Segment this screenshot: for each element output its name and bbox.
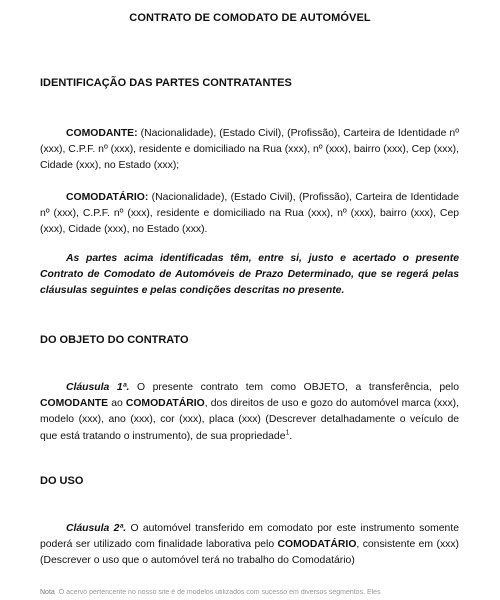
comodante-label: COMODANTE: <box>66 128 138 139</box>
comodante-text: (Nacionalidade), (Estado Civil), (Profissão), Carteira de Identidade nº (xxx), C.P.F. nº (xxx), residente e domiciliado na Rua (xxx), nº (xxx), bairro (xxx), Cep (xxx), Cidade (xxx), no Estado (xxx); <box>40 128 459 172</box>
clause-2-body <box>40 521 459 570</box>
section-heading-object: DO OBJETO DO CONTRATO <box>40 334 189 346</box>
comodatario-line <box>40 190 459 239</box>
clause-2-text-a: O automóvel transferido em comodato por este instrumento somente poderá ser utilizado com finalidade laborativa pelo <box>40 523 459 551</box>
comodatario-paragraph <box>40 190 459 239</box>
page-footnote <box>40 589 500 596</box>
section-heading-identification: IDENTIFICAÇÃO DAS PARTES CONTRATANTES <box>40 77 292 89</box>
clause-1-paragraph <box>40 380 459 445</box>
footnote-reference[interactable]: 1 <box>285 429 290 437</box>
clause-2-paragraph <box>40 521 459 570</box>
clause-1-text-d: . <box>289 430 293 442</box>
clause-1-bold-comodatario: COMODATÁRIO <box>125 398 205 410</box>
clause-1-body <box>40 380 459 445</box>
clause-2-text-b: , consistente em (xxx) (Descrever o uso que o automóvel terá no trabalho do Comodatário) <box>40 539 459 567</box>
clause-2-bold-comodatario: COMODATÁRIO <box>277 539 357 551</box>
comodatario-text: (Nacionalidade), (Estado Civil), (Profissão), Carteira de Identidade nº (xxx), C.P.F. nº (xxx), residente e domiciliado na Rua (xxx), nº (xxx), bairro (xxx), Cep (xxx), Cidade (xxx), no Estado (xxx). <box>40 192 459 236</box>
clause-1-label: Cláusula 1ª. <box>66 382 130 393</box>
comodante-paragraph <box>40 126 459 175</box>
comodante-line <box>40 126 459 175</box>
document-title: CONTRATO DE COMODATO DE AUTOMÓVEL <box>129 12 371 24</box>
clause-1-bold-comodante: COMODANTE <box>40 398 109 410</box>
clause-1-text-b: ao <box>108 398 126 410</box>
footnote-label: Nota <box>40 589 55 596</box>
clause-1-text-c: , dos direitos de uso e gozo do automóvel marca (xxx), modelo (xxx), ano (xxx), cor (xxx), placa (xxx) (Descrever detalhadamente o veículo de que está tratando o instrumento), de sua propriedade <box>40 398 459 442</box>
agreement-text: As partes acima identificadas têm, entre si, justo e acertado o presente Contrato de Comodato de Automóveis de Prazo Determinado, que se regerá pelas cláusulas seguintes e pelas condições descritas no presente. <box>40 253 459 297</box>
section-heading-use: DO USO <box>40 475 84 487</box>
footnote-text: O acervo pertencente no nosso site é de modelos utilizados com sucesso em diversos segmentos. Eles <box>58 589 381 596</box>
agreement-paragraph <box>40 251 459 300</box>
comodatario-label: COMODATÁRIO: <box>66 192 149 203</box>
clause-1-text-a: O presente contrato tem como OBJETO, a transferência, pelo <box>129 382 459 393</box>
clause-2-label: Cláusula 2ª. <box>66 523 127 534</box>
